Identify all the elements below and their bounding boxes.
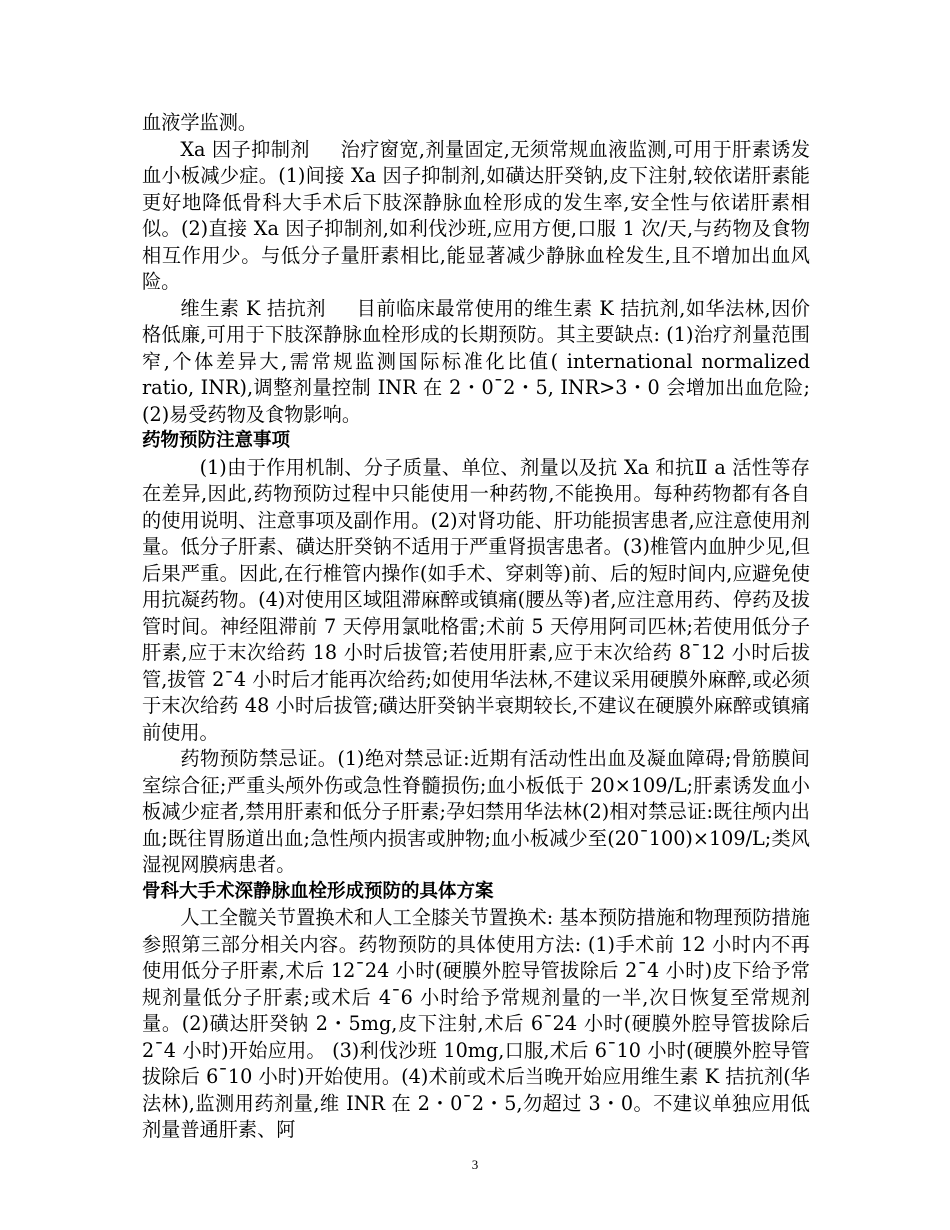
page-number: 3 — [471, 1157, 479, 1172]
paragraph-xa-inhibitors — [142, 137, 810, 296]
section-heading: 骨科大手术深静脉血栓形成预防的具体方案 — [142, 880, 494, 902]
document-body — [142, 110, 810, 1144]
section-heading: 药物预防注意事项 — [142, 430, 291, 451]
paragraph-contraindications: 药物预防禁忌证。(1)绝对禁忌证:近期有活动性出血及凝血障碍;骨筋膜间室综合征;严重头颅外伤或急性脊髓损伤;血小板低于 20×109/L;肝素诱发血小板减少症者,禁用肝素和低分子肝素;孕妇禁用华法林(2)相对禁忌证:既往颅内出血;既往胃肠道出血;急性颅内损害或肿物;血小板减少至(20¯100)×109/L;类风湿视网膜病患者。 — [142, 747, 810, 876]
paragraph-text: 治疗窗宽,剂量固定,无须常规血液监测,可用于肝素诱发血小板减少症。(1)间接 Xa 因子抑制剂,如磺达肝癸钠,皮下注射,较依诺肝素能更好地降低骨科大手术后下肢深静脉血栓形成的发生率,安全性与依诺肝素相似。(2)直接 Xa 因子抑制剂,如利伐沙班,应用方便,口服 1 次/天,与药物及食物相互作用少。与低分子量肝素相比,能显著减少静脉血栓发生,且不增加出血风险。 — [142, 137, 811, 293]
paragraph-specific-plan: 人工全髋关节置换术和人工全膝关节置换术: 基本预防措施和物理预防措施参照第三部分相关内容。药物预防的具体使用方法: (1)手术前 12 小时内不再使用低分子肝素,术后 12¯24 小时(硬膜外腔导管拔除后 2¯4 小时)皮下给予常规剂量低分子肝素;或术后 4¯6 小时给予常规剂量的一半,次日恢复至常规剂量。(2)磺达肝癸钠 2・5mg,皮下注射,术后 6¯24 小时(硬膜外腔导管拔除后 2¯4 小时)开始应用。 (3)利伐沙班 10mg,口服,术后 6¯10 小时(硬膜外腔导管拔除后 6¯10 小时)开始使用。(4)术前或术后当晚开始应用维生素 K 拮抗剂(华法林),监测用药剂量,维 INR 在 2・0¯2・5,勿超过 3・0。不建议单独应用低剂量普通肝素、阿 — [142, 906, 810, 1141]
paragraph-label: Xa 因子抑制剂 — [180, 137, 310, 161]
paragraph-precautions: (1)由于作用机制、分子质量、单位、剂量以及抗 Xa 和抗Ⅱ a 活性等存在差异,因此,药物预防过程中只能使用一种药物,不能换用。每种药物都有各自的使用说明、注意事项及副作用。(2)对肾功能、肝功能损害患者,应注意使用剂量。低分子肝素、磺达肝癸钠不适用于严重肾损害患者。(3)椎管内血肿少见,但后果严重。因此,在行椎管内操作(如手术、穿刺等)前、后的短时间内,应避免使用抗凝药物。(4)对使用区域阻滞麻醉或镇痛(腰丛等)者,应注意用药、停药及拔管时间。神经阻滞前 7 天停用氯吡格雷;术前 5 天停用阿司匹林;若使用低分子肝素,应于末次给药 18 小时后拔管;若使用肝素,应于末次给药 8¯12 小时后拔管,拔管 2¯4 小时后才能再次给药;如使用华法林,不建议采用硬膜外麻醉,或必须于末次给药 48 小时后拔管;磺达肝癸钠半衰期较长,不建议在硬膜外麻醉或镇痛前使用。 — [142, 455, 810, 744]
paragraph-vitamin-k-antagonists — [142, 296, 810, 429]
paragraph-label: 维生素 K 拮抗剂 — [180, 296, 326, 320]
paragraph: 血液学监测。 — [142, 111, 258, 134]
paragraph-text: 目前临床最常使用的维生素 K 拮抗剂,如华法林,因价格低廉,可用于下肢深静脉血栓形成的长期预防。其主要缺点: (1)治疗剂量范围窄,个体差异大,需常规监测国际标准化比值( international normalized ratio, INR),调整剂量控制 INR 在 2・0¯2・5, INR>3・0 会增加出血危险; (2)易受药物及食物影响。 — [142, 296, 810, 426]
